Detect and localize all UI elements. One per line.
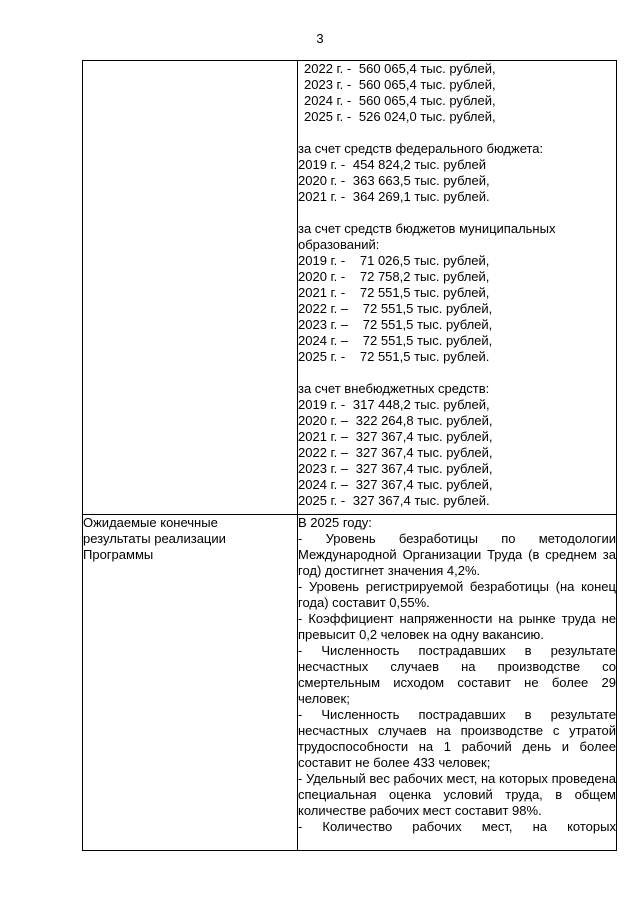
municipal-budget-heading-cont: образований: — [298, 237, 380, 252]
funding-line: 2024 г. – 327 367,4 тыс. рублей, — [298, 477, 493, 492]
funding-line: 2021 г. – 327 367,4 тыс. рублей, — [298, 429, 493, 444]
funding-line: 2019 г. - 454 824,2 тыс. рублей — [298, 157, 487, 172]
municipal-budget-heading: за счет средств бюджетов муниципальных — [298, 221, 556, 236]
funding-line: 2021 г. - 72 551,5 тыс. рублей, — [298, 285, 490, 300]
program-passport-table — [82, 60, 617, 851]
results-label: Ожидаемые конечные результаты реализации Программы — [83, 515, 226, 562]
funding-line: 2022 г. - 560 065,4 тыс. рублей, — [304, 61, 496, 76]
funding-row — [83, 61, 617, 515]
results-label-cell — [83, 515, 298, 851]
funding-line: 2020 г. - 72 758,2 тыс. рублей, — [298, 269, 490, 284]
results-value-cell — [298, 515, 617, 851]
continued-funding-list — [298, 61, 616, 125]
funding-line: 2022 г. – 72 551,5 тыс. рублей, — [298, 301, 493, 316]
funding-line: 2019 г. - 317 448,2 тыс. рублей, — [298, 397, 490, 412]
funding-line: 2021 г. - 364 269,1 тыс. рублей. — [298, 189, 490, 204]
funding-line: 2024 г. – 72 551,5 тыс. рублей, — [298, 333, 493, 348]
result-item: - Уровень безработицы по методологии Международной Организации Труда (в среднем за год) достигнет значения 4,2%. — [298, 531, 616, 578]
funding-label-cell — [83, 61, 298, 515]
funding-line: 2019 г. - 71 026,5 тыс. рублей, — [298, 253, 490, 268]
result-item: - Удельный вес рабочих мест, на которых проведена специальная оценка условий труда, в общем количестве рабочих мест составит 98%. — [298, 771, 616, 818]
result-item: - Коэффициент напряженности на рынке труда не превысит 0,2 человек на одну вакансию. — [298, 611, 616, 642]
funding-line: 2023 г. – 327 367,4 тыс. рублей, — [298, 461, 493, 476]
funding-line: 2025 г. - 72 551,5 тыс. рублей. — [298, 349, 490, 364]
funding-line: 2023 г. – 72 551,5 тыс. рублей, — [298, 317, 493, 332]
funding-line: 2024 г. - 560 065,4 тыс. рублей, — [304, 93, 496, 108]
results-text — [298, 515, 616, 849]
results-intro: В 2025 году: — [298, 515, 372, 530]
funding-line: 2025 г. - 327 367,4 тыс. рублей. — [298, 493, 490, 508]
funding-value-cell — [298, 61, 617, 515]
funding-line: 2020 г. – 322 264,8 тыс. рублей, — [298, 413, 493, 428]
funding-line: 2025 г. - 526 024,0 тыс. рублей, — [304, 109, 496, 124]
funding-line: 2020 г. - 363 663,5 тыс. рублей, — [298, 173, 490, 188]
result-item: - Численность пострадавших в результате несчастных случаев на производстве со смертельным исходом составит не более 29 человек; — [298, 643, 616, 706]
result-item: - Численность пострадавших в результате несчастных случаев на производстве с утратой трудоспособности на 1 рабочий день и более составит не более 433 человек; — [298, 707, 616, 770]
federal-budget-heading: за счет средств федерального бюджета: — [298, 141, 544, 156]
result-item-truncated: - Количество рабочих мест, на которых — [298, 819, 616, 834]
page-number: 3 — [316, 31, 324, 46]
funding-line: 2022 г. – 327 367,4 тыс. рублей, — [298, 445, 493, 460]
result-item: - Уровень регистрируемой безработицы (на конец года) составит 0,55%. — [298, 579, 616, 610]
results-row — [83, 515, 617, 851]
extrabudgetary-heading: за счет внебюджетных средств: — [298, 381, 490, 396]
funding-line: 2023 г. - 560 065,4 тыс. рублей, — [304, 77, 496, 92]
